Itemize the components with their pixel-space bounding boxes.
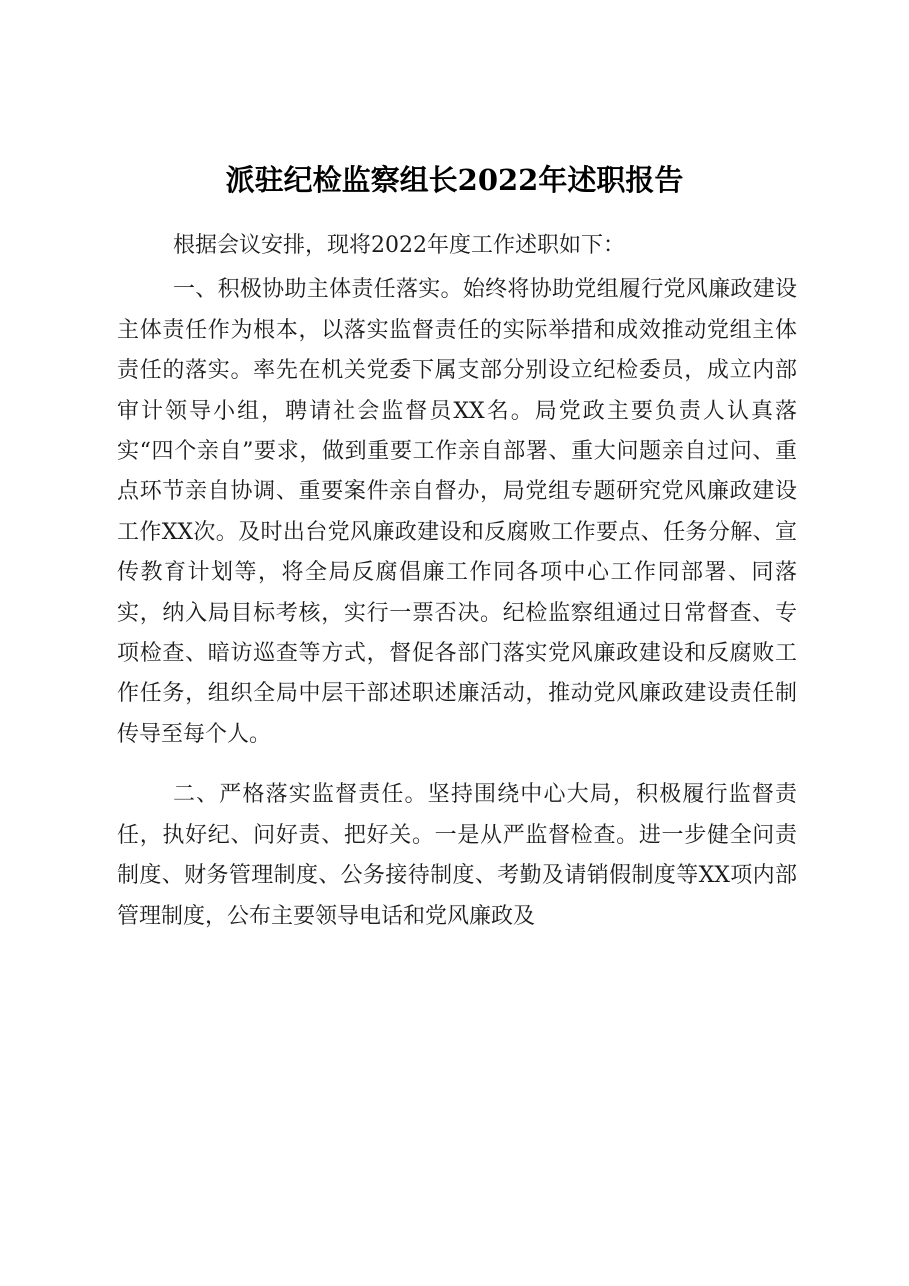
document-title: 派驻纪检监察组长2022年述职报告 xyxy=(225,163,684,197)
paragraph-section-one: 一、积极协助主体责任落实。始终将协助党组履行党风廉政建设主体责任作为根本，以落实监督责任的实际举措和成效推动党组主体责任的落实。率先在机关党委下属支部分别设立纪检委员，成立内部审计领导小组，聘请社会监督员XX名。局党政主要负责人认真落实“四个亲自”要求，做到重要工作亲自部署、重大问题亲自过问、重点环节亲自协调、重要案件亲自督办，局党组专题研究党风廉政建设工作XX次。及时出台党风廉政建设和反腐败工作要点、任务分解、宣传教育计划等，将全局反腐倡廉工作同各项中心工作同部署、同落实，纳入局目标考核，实行一票否决。纪检监察组通过日常督查、专项检查、暗访巡查等方式，督促各部门落实党风廉政建设和反腐败工作任务，组织全局中层干部述职述廉活动，推动党风廉政建设责任制传导至每个人。 xyxy=(117,277,797,747)
paragraph-section-two: 二、严格落实监督责任。坚持围绕中心大局，积极履行监督责任，执好纪、问好责、把好关。一是从严监督检查。进一步健全问责制度、财务管理制度、公务接待制度、考勤及请销假制度等XX项内部管理制度，公布主要领导电话和党风廉政及 xyxy=(117,782,797,929)
document-body xyxy=(117,226,797,937)
paragraph-intro: 根据会议安排，现将2022年度工作述职如下： xyxy=(173,233,625,258)
